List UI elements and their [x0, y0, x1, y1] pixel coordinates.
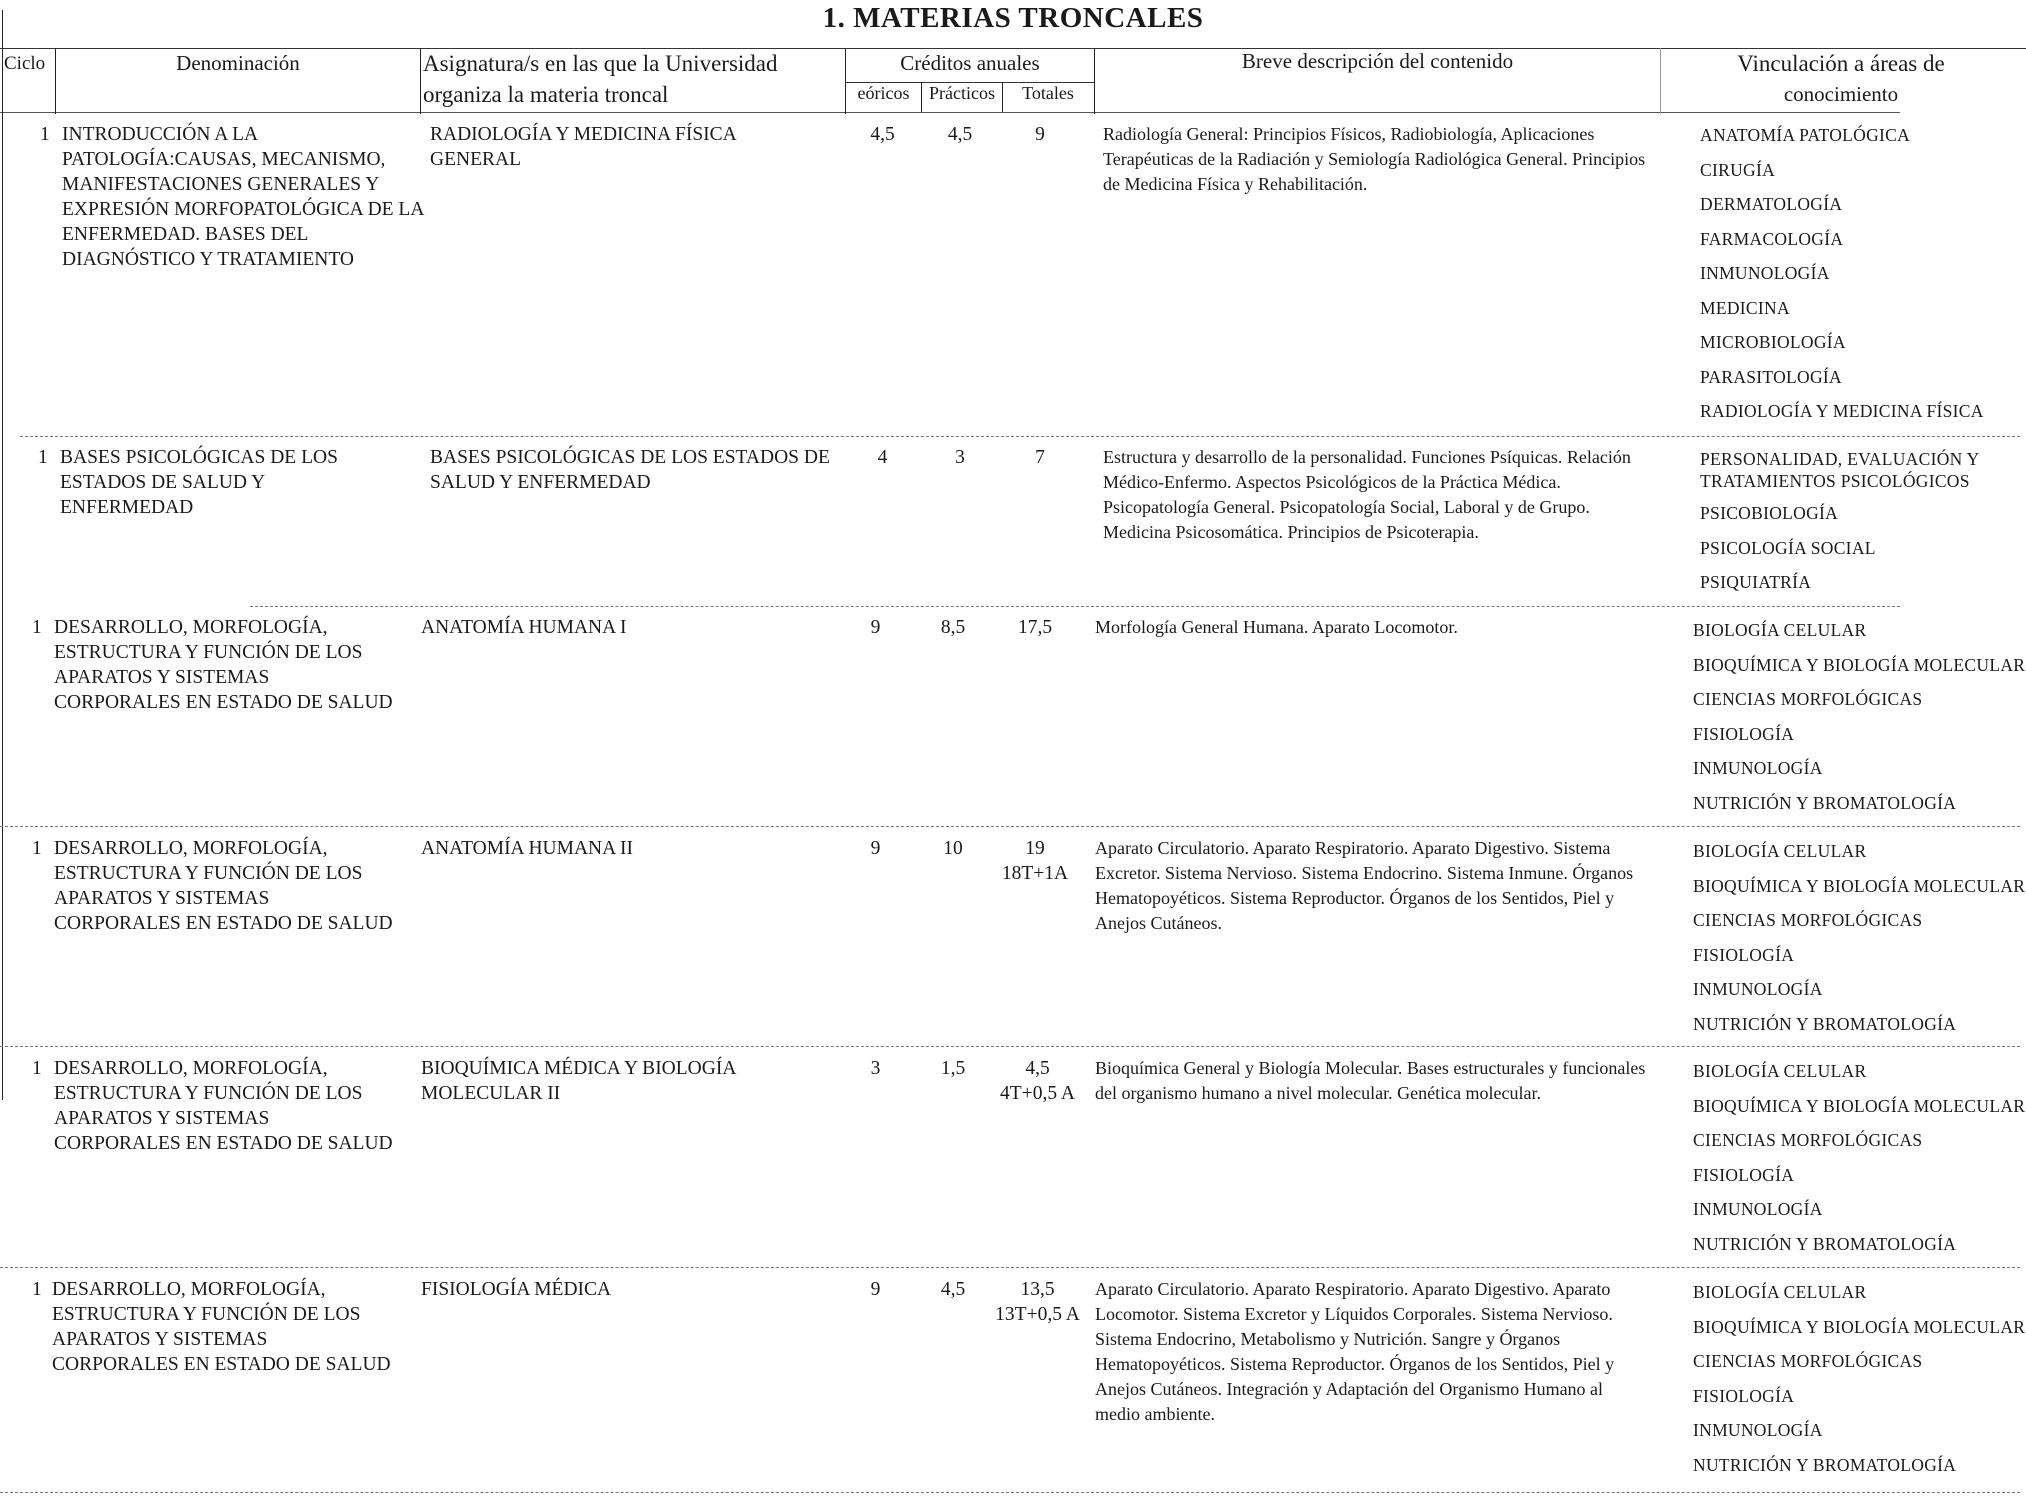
row6-practicos: 4,5 — [940, 1279, 966, 1300]
left-border — [2, 10, 3, 1100]
row1-area: INMUNOLOGÍA — [1700, 263, 1830, 283]
row4-descripcion: Aparato Circulatorio. Aparato Respiratorio. Aparato Digestivo. Sistema Excretor. Sistema Nervioso. Sistema Endocrino. Sistema Inmune. Órganos Hematopoyéticos. Sistema Reproductor. Órganos de los Sentidos, Piel y Anejos Cutáneos. — [1095, 838, 1634, 933]
row3-denominacion: DESARROLLO, MORFOLOGÍA, ESTRUCTURA Y FUNCIÓN DE LOS APARATOS Y SISTEMAS CORPORALES EN ESTADO DE SALUD — [54, 617, 393, 713]
row-separator — [0, 826, 2020, 827]
row6-area: FISIOLOGÍA — [1693, 1385, 1795, 1406]
row1-descripcion: Radiología General: Principios Físicos, Radiobiología, Aplicaciones Terapéuticas de la Radiación y Semiología Radiológica General. Principios de Medicina Física y Rehabilitación. — [1103, 124, 1646, 194]
header-asignatura-line2: organiza la materia troncal — [423, 82, 669, 107]
col-divider-denominacion — [420, 48, 421, 114]
row2-ciclo: 1 — [38, 447, 48, 468]
row1-area: MICROBIOLOGÍA — [1700, 332, 1846, 352]
header-denominacion: Denominación — [176, 51, 300, 75]
row3-area: CIENCIAS MORFOLÓGICAS — [1693, 689, 1923, 709]
row2-area: PSIQUIATRÍA — [1700, 572, 1812, 592]
header-creditos: Créditos anuales — [900, 51, 1040, 75]
row1-teoricos: 4,5 — [870, 124, 895, 145]
row2-areas — [1700, 443, 2000, 600]
row2-area: PSICOBIOLOGÍA — [1700, 503, 1839, 523]
row1-area: PARASITOLOGÍA — [1700, 366, 1842, 387]
row4-area: BIOLOGÍA CELULAR — [1693, 841, 1867, 861]
page-title: 1. MATERIAS TRONCALES — [822, 2, 1204, 34]
row1-area: RADIOLOGÍA Y MEDICINA FÍSICA — [1700, 401, 1984, 421]
row1-area: ANATOMÍA PATOLÓGICA — [1700, 125, 1911, 145]
header-asignatura-line1: Asignatura/s en las que la Universidad — [423, 51, 778, 76]
row6-ciclo: 1 — [32, 1279, 42, 1300]
row1-areas — [1700, 118, 1984, 429]
row3-area: FISIOLOGÍA — [1693, 723, 1795, 744]
header-practicos: Prácticos — [929, 83, 995, 103]
row3-area: INMUNOLOGÍA — [1693, 758, 1823, 778]
row-separator — [0, 1046, 2020, 1047]
row3-area: NUTRICIÓN Y BROMATOLOGÍA — [1693, 792, 1957, 813]
row6-area: BIOQUÍMICA Y BIOLOGÍA MOLECULAR — [1693, 1316, 2026, 1337]
row5-ciclo: 1 — [32, 1058, 42, 1079]
row5-denominacion: DESARROLLO, MORFOLOGÍA, ESTRUCTURA Y FUNCIÓN DE LOS APARATOS Y SISTEMAS CORPORALES EN ESTADO DE SALUD — [54, 1058, 393, 1154]
row2-descripcion: Estructura y desarrollo de la personalidad. Funciones Psíquicas. Relación Médico-Enfermo. Aspectos Psicológicos de la Práctica Médica. Psicopatología General. Psicopatología Social, Laboral y de Grupo. Medicina Psicosomática. Principios de Psicoterapia. — [1103, 447, 1631, 542]
row5-descripcion: Bioquímica General y Biología Molecular. Bases estructurales y funcionales del organismo humano a nivel molecular. Genética molecular. — [1095, 1058, 1646, 1103]
row6-areas — [1693, 1275, 2025, 1482]
row6-area: INMUNOLOGÍA — [1693, 1420, 1823, 1440]
row5-area: CIENCIAS MORFOLÓGICAS — [1693, 1130, 1923, 1150]
row3-asignatura: ANATOMÍA HUMANA I — [421, 617, 627, 638]
row-separator — [0, 1267, 2020, 1268]
row1-totales: 9 — [1035, 124, 1045, 145]
header-vinculacion-line1: Vinculación a áreas de — [1737, 51, 1945, 76]
row-separator — [250, 606, 1900, 607]
row2-practicos: 3 — [955, 447, 965, 468]
header-ciclo: Ciclo — [4, 53, 46, 74]
row4-area: INMUNOLOGÍA — [1693, 979, 1823, 999]
row5-area: FISIOLOGÍA — [1693, 1164, 1795, 1185]
row4-totales-value: 19 — [1025, 838, 1045, 859]
row2-area: PSICOLOGÍA SOCIAL — [1700, 537, 1876, 558]
row3-descripcion: Morfología General Humana. Aparato Locomotor. — [1095, 617, 1458, 637]
row1-area: FARMACOLOGÍA — [1700, 228, 1844, 249]
row5-area: NUTRICIÓN Y BROMATOLOGÍA — [1693, 1233, 1957, 1254]
row6-area: CIENCIAS MORFOLÓGICAS — [1693, 1351, 1923, 1371]
header-vinculacion-line2: conocimiento — [1783, 82, 1899, 106]
row6-teoricos: 9 — [870, 1279, 881, 1300]
row3-areas — [1693, 613, 2025, 820]
row1-asignatura: RADIOLOGÍA Y MEDICINA FÍSICA GENERAL — [430, 124, 736, 170]
row1-denominacion: INTRODUCCIÓN A LA PATOLOGÍA:CAUSAS, MECANISMO, MANIFESTACIONES GENERALES Y EXPRESIÓN MORFOPATOLÓGICA DE LA ENFERMEDAD. BASES DEL DIAGNÓSTICO Y TRATAMIENTO — [62, 124, 424, 270]
row4-areas — [1693, 834, 2025, 1041]
row3-ciclo: 1 — [32, 617, 42, 638]
row1-area: CIRUGÍA — [1700, 159, 1776, 180]
row5-practicos: 1,5 — [940, 1058, 966, 1079]
row3-area: BIOQUÍMICA Y BIOLOGÍA MOLECULAR — [1693, 654, 2026, 675]
row5-totales — [995, 1056, 1080, 1106]
row2-asignatura: BASES PSICOLÓGICAS DE LOS ESTADOS DE SALUD Y ENFERMEDAD — [430, 447, 830, 493]
row3-teoricos: 9 — [870, 617, 881, 638]
header-teoricos: eóricos — [857, 83, 910, 103]
row5-area: BIOQUÍMICA Y BIOLOGÍA MOLECULAR — [1693, 1095, 2026, 1116]
row4-asignatura: ANATOMÍA HUMANA II — [421, 838, 633, 859]
row5-area: INMUNOLOGÍA — [1693, 1199, 1823, 1219]
row4-teoricos: 9 — [870, 838, 881, 859]
row6-area: BIOLOGÍA CELULAR — [1693, 1282, 1867, 1302]
row5-area: BIOLOGÍA CELULAR — [1693, 1061, 1867, 1081]
header-totales: Totales — [1022, 83, 1074, 103]
row5-totales-extra: 4T+0,5 A — [1000, 1083, 1075, 1104]
row6-area: NUTRICIÓN Y BROMATOLOGÍA — [1693, 1454, 1957, 1475]
row6-totales-extra: 13T+0,5 A — [995, 1304, 1080, 1325]
row5-areas — [1693, 1054, 2025, 1261]
header-descripcion: Breve descripción del contenido — [1241, 49, 1514, 73]
row4-totales-extra: 18T+1A — [1001, 863, 1069, 884]
row4-totales — [990, 836, 1080, 886]
row4-denominacion: DESARROLLO, MORFOLOGÍA, ESTRUCTURA Y FUNCIÓN DE LOS APARATOS Y SISTEMAS CORPORALES EN ESTADO DE SALUD — [54, 838, 393, 934]
header-bottom-rule — [0, 112, 1900, 113]
row2-teoricos: 4 — [877, 447, 888, 468]
row4-area: NUTRICIÓN Y BROMATOLOGÍA — [1693, 1013, 1957, 1034]
row3-area: BIOLOGÍA CELULAR — [1693, 620, 1867, 640]
row-separator — [20, 436, 2020, 437]
row5-asignatura: BIOQUÍMICA MÉDICA Y BIOLOGÍA MOLECULAR II — [421, 1058, 736, 1104]
row6-totales — [990, 1277, 1085, 1327]
row4-area: CIENCIAS MORFOLÓGICAS — [1693, 910, 1923, 930]
row1-area: MEDICINA — [1700, 297, 1790, 318]
row6-asignatura: FISIOLOGÍA MÉDICA — [421, 1279, 612, 1300]
row4-area: FISIOLOGÍA — [1693, 944, 1795, 965]
row3-practicos: 8,5 — [940, 617, 966, 638]
row2-area: PERSONALIDAD, EVALUACIÓN Y TRATAMIENTOS PSICOLÓGICOS — [1700, 449, 1979, 491]
row4-practicos: 10 — [943, 838, 963, 859]
row1-ciclo: 1 — [40, 124, 50, 145]
row2-denominacion: BASES PSICOLÓGICAS DE LOS ESTADOS DE SALUD Y ENFERMEDAD — [60, 447, 338, 518]
row3-totales: 17,5 — [1017, 617, 1053, 638]
row1-practicos: 4,5 — [947, 124, 973, 145]
row1-area: DERMATOLOGÍA — [1700, 194, 1843, 214]
row6-descripcion: Aparato Circulatorio. Aparato Respiratorio. Aparato Digestivo. Aparato Locomotor. Sistema Excretor y Líquidos Corporales. Sistema Nervioso. Sistema Endocrino, Metabolismo y Nutrición. Sangre y Órganos Hematopoyéticos. Sistema Reproductor. Órganos de los Sentidos, Piel y Anejos Cutáneos. Integración y Adaptación del Organismo Humano al medio ambiente. — [1095, 1279, 1615, 1424]
row-separator — [0, 1492, 2020, 1493]
row5-totales-value: 4,5 — [1025, 1058, 1050, 1079]
row6-denominacion: DESARROLLO, MORFOLOGÍA, ESTRUCTURA Y FUNCIÓN DE LOS APARATOS Y SISTEMAS CORPORALES EN ESTADO DE SALUD — [52, 1279, 391, 1375]
row6-totales-value: 13,5 — [1020, 1279, 1055, 1300]
row5-teoricos: 3 — [870, 1058, 881, 1079]
row4-area: BIOQUÍMICA Y BIOLOGÍA MOLECULAR — [1693, 875, 2026, 896]
row4-ciclo: 1 — [32, 838, 42, 859]
row2-totales: 7 — [1035, 447, 1045, 468]
